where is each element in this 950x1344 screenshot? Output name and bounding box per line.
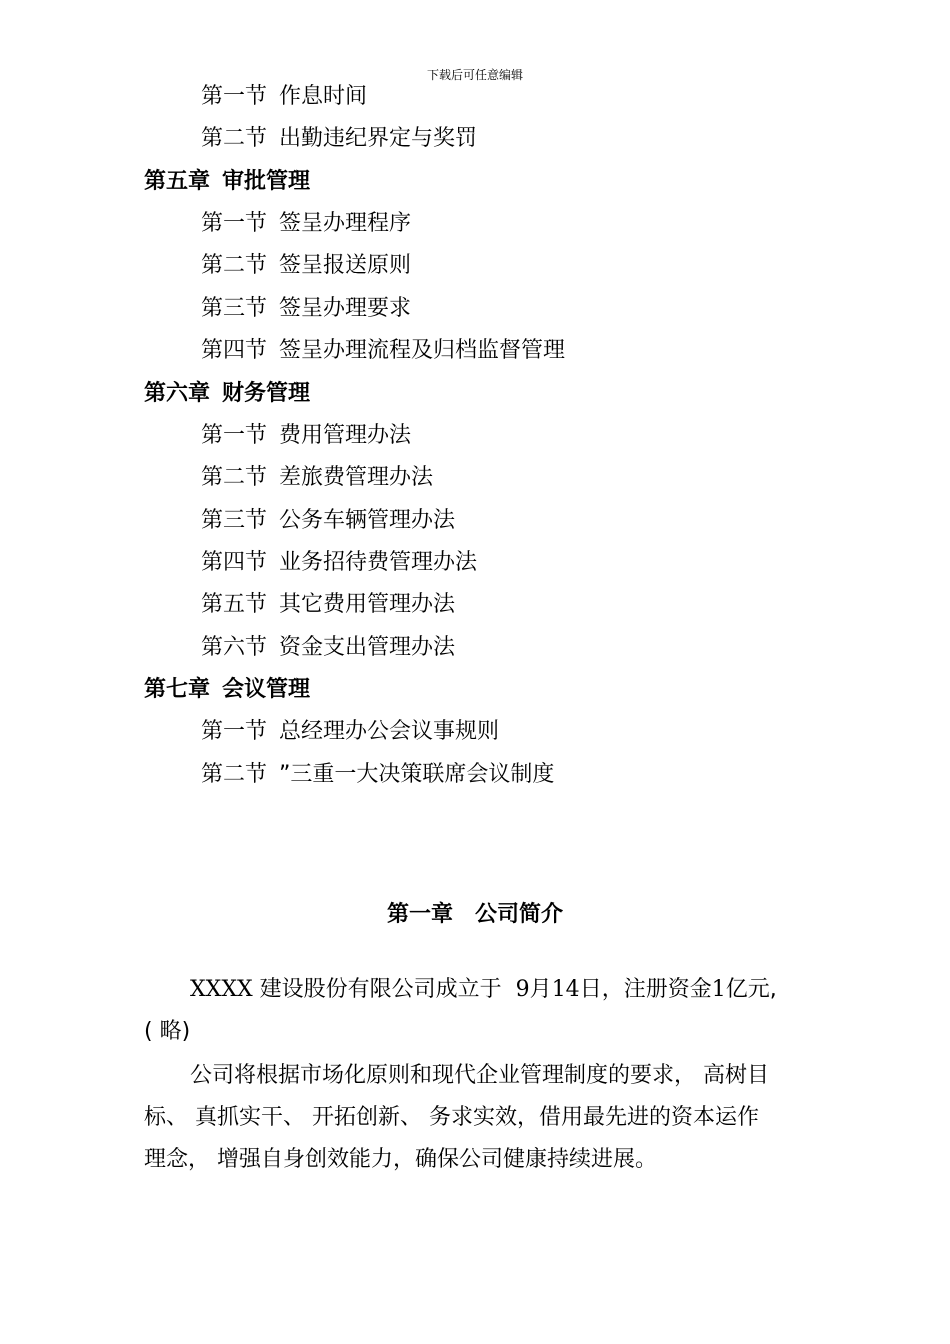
paragraph-text: 月 [529, 977, 552, 1002]
paragraph-line [144, 969, 808, 1011]
toc-section-title: 公务车辆管理办法 [279, 508, 456, 533]
toc-section-chapter5-4 [201, 337, 565, 365]
toc-section-chapter6-5 [201, 591, 455, 619]
paragraph-company-goals [144, 1055, 808, 1181]
toc-section-chapter4-1 [201, 83, 367, 111]
toc-section-title: 作息时间 [279, 84, 368, 109]
toc-section-number: 第三节 [201, 296, 268, 321]
paragraph-text: 建设股份有限公司成立于 [259, 977, 502, 1002]
toc-section-title: 签呈办理流程及归档监督管理 [279, 338, 566, 363]
toc-section-number: 第四节 [201, 550, 268, 575]
toc-section-number: 第五节 [201, 592, 268, 617]
toc-section-number: 第一节 [201, 423, 268, 448]
toc-section-chapter5-2 [201, 252, 411, 280]
paragraph-text: 日，注册资金 [579, 977, 712, 1002]
toc-section-title: 差旅费管理办法 [279, 465, 434, 490]
toc-chapter-6 [144, 380, 310, 408]
chapter-number: 第一章 [386, 902, 453, 927]
toc-section-number: 第二节 [201, 465, 268, 490]
toc-section-chapter4-2 [201, 125, 477, 153]
toc-section-chapter6-4 [201, 549, 477, 577]
paragraph-line: 标、 真抓实干、 开拓创新、 务求实效，借用最先进的资本运作 [144, 1105, 759, 1130]
chapter-title: 公司简介 [475, 902, 564, 927]
toc-section-number: 第六节 [201, 635, 268, 660]
toc-section-title: 资金支出管理办法 [279, 635, 456, 660]
toc-section-number: 第四节 [201, 338, 268, 363]
toc-section-title: 总经理办公会议事规则 [279, 719, 500, 744]
toc-chapter-title: 财务管理 [222, 381, 311, 406]
toc-section-title: 签呈报送原则 [279, 253, 412, 278]
toc-section-chapter7-1 [201, 718, 499, 746]
toc-section-title: 业务招待费管理办法 [279, 550, 478, 575]
watermark-header: 下载后可任意编辑 [426, 68, 523, 82]
toc-section-chapter5-1 [201, 210, 411, 238]
toc-section-title: 出勤违纪界定与奖罚 [279, 126, 478, 151]
toc-section-chapter6-1 [201, 422, 411, 450]
registered-capital-amount: 1 [711, 977, 726, 1002]
toc-section-title: 签呈办理程序 [279, 211, 412, 236]
toc-section-chapter7-2 [201, 761, 554, 789]
toc-section-chapter5-3 [201, 295, 411, 323]
toc-chapter-title: 会议管理 [222, 677, 311, 702]
founding-month-number: 9 [515, 977, 530, 1002]
paragraph-text: 亿元, [725, 977, 777, 1002]
paragraph-line: 公司将根据市场化原则和现代企业管理制度的要求， 高树目 [190, 1063, 769, 1088]
toc-section-number: 第二节 [201, 762, 268, 787]
toc-chapter-title: 审批管理 [222, 169, 311, 194]
paragraph-line: 理念， 增强自身创效能力，确保公司健康持续进展。 [144, 1147, 657, 1172]
toc-chapter-number: 第六章 [144, 381, 211, 406]
toc-section-number: 第二节 [201, 253, 268, 278]
company-placeholder: XXXX [190, 977, 253, 1002]
toc-section-number: 第三节 [201, 508, 268, 533]
toc-section-number: 第一节 [201, 211, 268, 236]
toc-section-number: 第一节 [201, 84, 268, 109]
toc-section-number: 第二节 [201, 126, 268, 151]
toc-section-title: 签呈办理要求 [279, 296, 412, 321]
toc-section-title: 费用管理办法 [279, 423, 412, 448]
toc-section-number: 第一节 [201, 719, 268, 744]
toc-section-chapter6-6 [201, 634, 455, 662]
toc-chapter-5 [144, 168, 310, 196]
paragraph-company-founding [144, 969, 808, 1053]
toc-section-title: ”三重一大决策联席会议制度 [279, 762, 555, 787]
toc-chapter-7 [144, 676, 310, 704]
toc-section-title: 其它费用管理办法 [279, 592, 456, 617]
chapter-heading [0, 901, 950, 929]
paragraph-line: ( 略) [144, 1019, 191, 1044]
founding-day-number: 14 [551, 977, 580, 1002]
toc-chapter-number: 第五章 [144, 169, 211, 194]
toc-section-chapter6-3 [201, 507, 455, 535]
toc-section-chapter6-2 [201, 464, 433, 492]
toc-chapter-number: 第七章 [144, 677, 211, 702]
